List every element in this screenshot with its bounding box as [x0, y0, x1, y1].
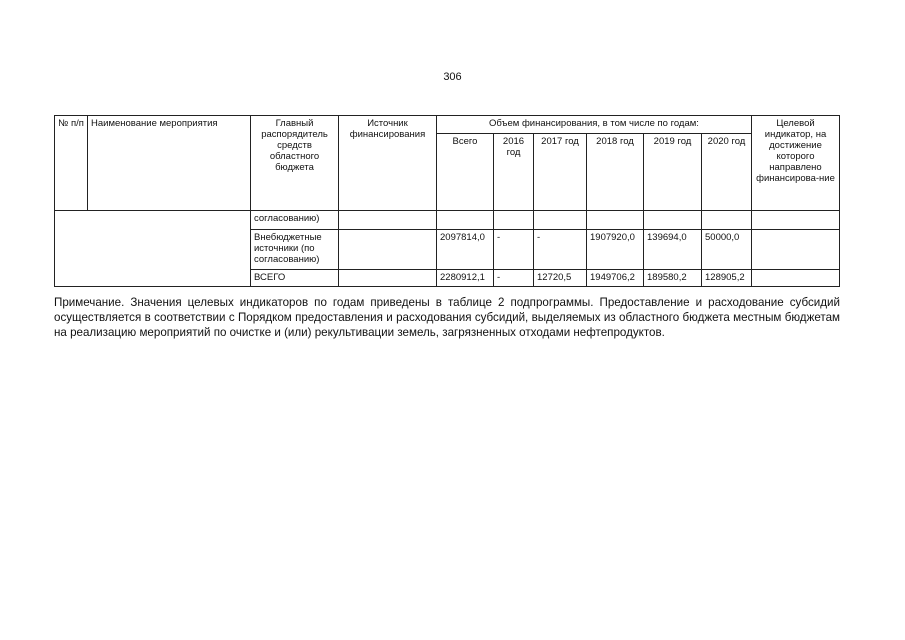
y2017-cell: - [534, 230, 587, 270]
total-cell: 2280912,1 [437, 270, 494, 287]
header-name: Наименование мероприятия [88, 116, 251, 211]
y2017-cell [534, 211, 587, 230]
indicator-cell [752, 211, 840, 230]
y2016-cell: - [494, 230, 534, 270]
y2018-cell [587, 211, 644, 230]
y2020-cell: 50000,0 [702, 230, 752, 270]
header-volume: Объем финансирования, в том числе по годам: [437, 116, 752, 134]
total-cell: 2097814,0 [437, 230, 494, 270]
source-cell [339, 211, 437, 230]
header-2016: 2016 год [494, 134, 534, 211]
indicator-cell [752, 270, 840, 287]
y2018-cell: 1949706,2 [587, 270, 644, 287]
y2020-cell: 128905,2 [702, 270, 752, 287]
page-number: 306 [443, 71, 462, 83]
header-2020: 2020 год [702, 134, 752, 211]
header-manager: Главный распорядитель средств областного бюджета [251, 116, 339, 211]
header-row-1 [55, 116, 840, 134]
total-cell [437, 211, 494, 230]
header-num: № п/п [55, 116, 88, 211]
y2018-cell: 1907920,0 [587, 230, 644, 270]
source-cell [339, 230, 437, 270]
manager-cell: ВСЕГО [251, 270, 339, 287]
header-2019: 2019 год [644, 134, 702, 211]
y2019-cell: 139694,0 [644, 230, 702, 270]
note-paragraph: Примечание. Значения целевых индикаторов по годам приведены в таблице 2 подпрограммы. Предоставление и расходование субсидий осуществляется в соответствии с Порядком предоставления и расходования субсидий, выделяемых из областного бюджета местным бюджетам на реализацию мероприятий по очистке и (или) рекультивации земель, загрязненных отходами нефтепродуктов. [54, 296, 840, 339]
header-source: Источник финансирования [339, 116, 437, 211]
manager-cell: Внебюджетные источники (по согласованию) [251, 230, 339, 270]
merged-empty-cell [55, 211, 251, 287]
y2016-cell [494, 211, 534, 230]
y2019-cell [644, 211, 702, 230]
table-row [55, 211, 840, 230]
header-total: Всего [437, 134, 494, 211]
y2019-cell: 189580,2 [644, 270, 702, 287]
header-2017: 2017 год [534, 134, 587, 211]
header-2018: 2018 год [587, 134, 644, 211]
y2016-cell: - [494, 270, 534, 287]
y2020-cell [702, 211, 752, 230]
header-indicator: Целевой индикатор, на достижение которого направлено финансирова-ние [752, 116, 840, 211]
y2017-cell: 12720,5 [534, 270, 587, 287]
indicator-cell [752, 230, 840, 270]
financing-table [54, 115, 840, 287]
source-cell [339, 270, 437, 287]
manager-cell: согласованию) [251, 211, 339, 230]
